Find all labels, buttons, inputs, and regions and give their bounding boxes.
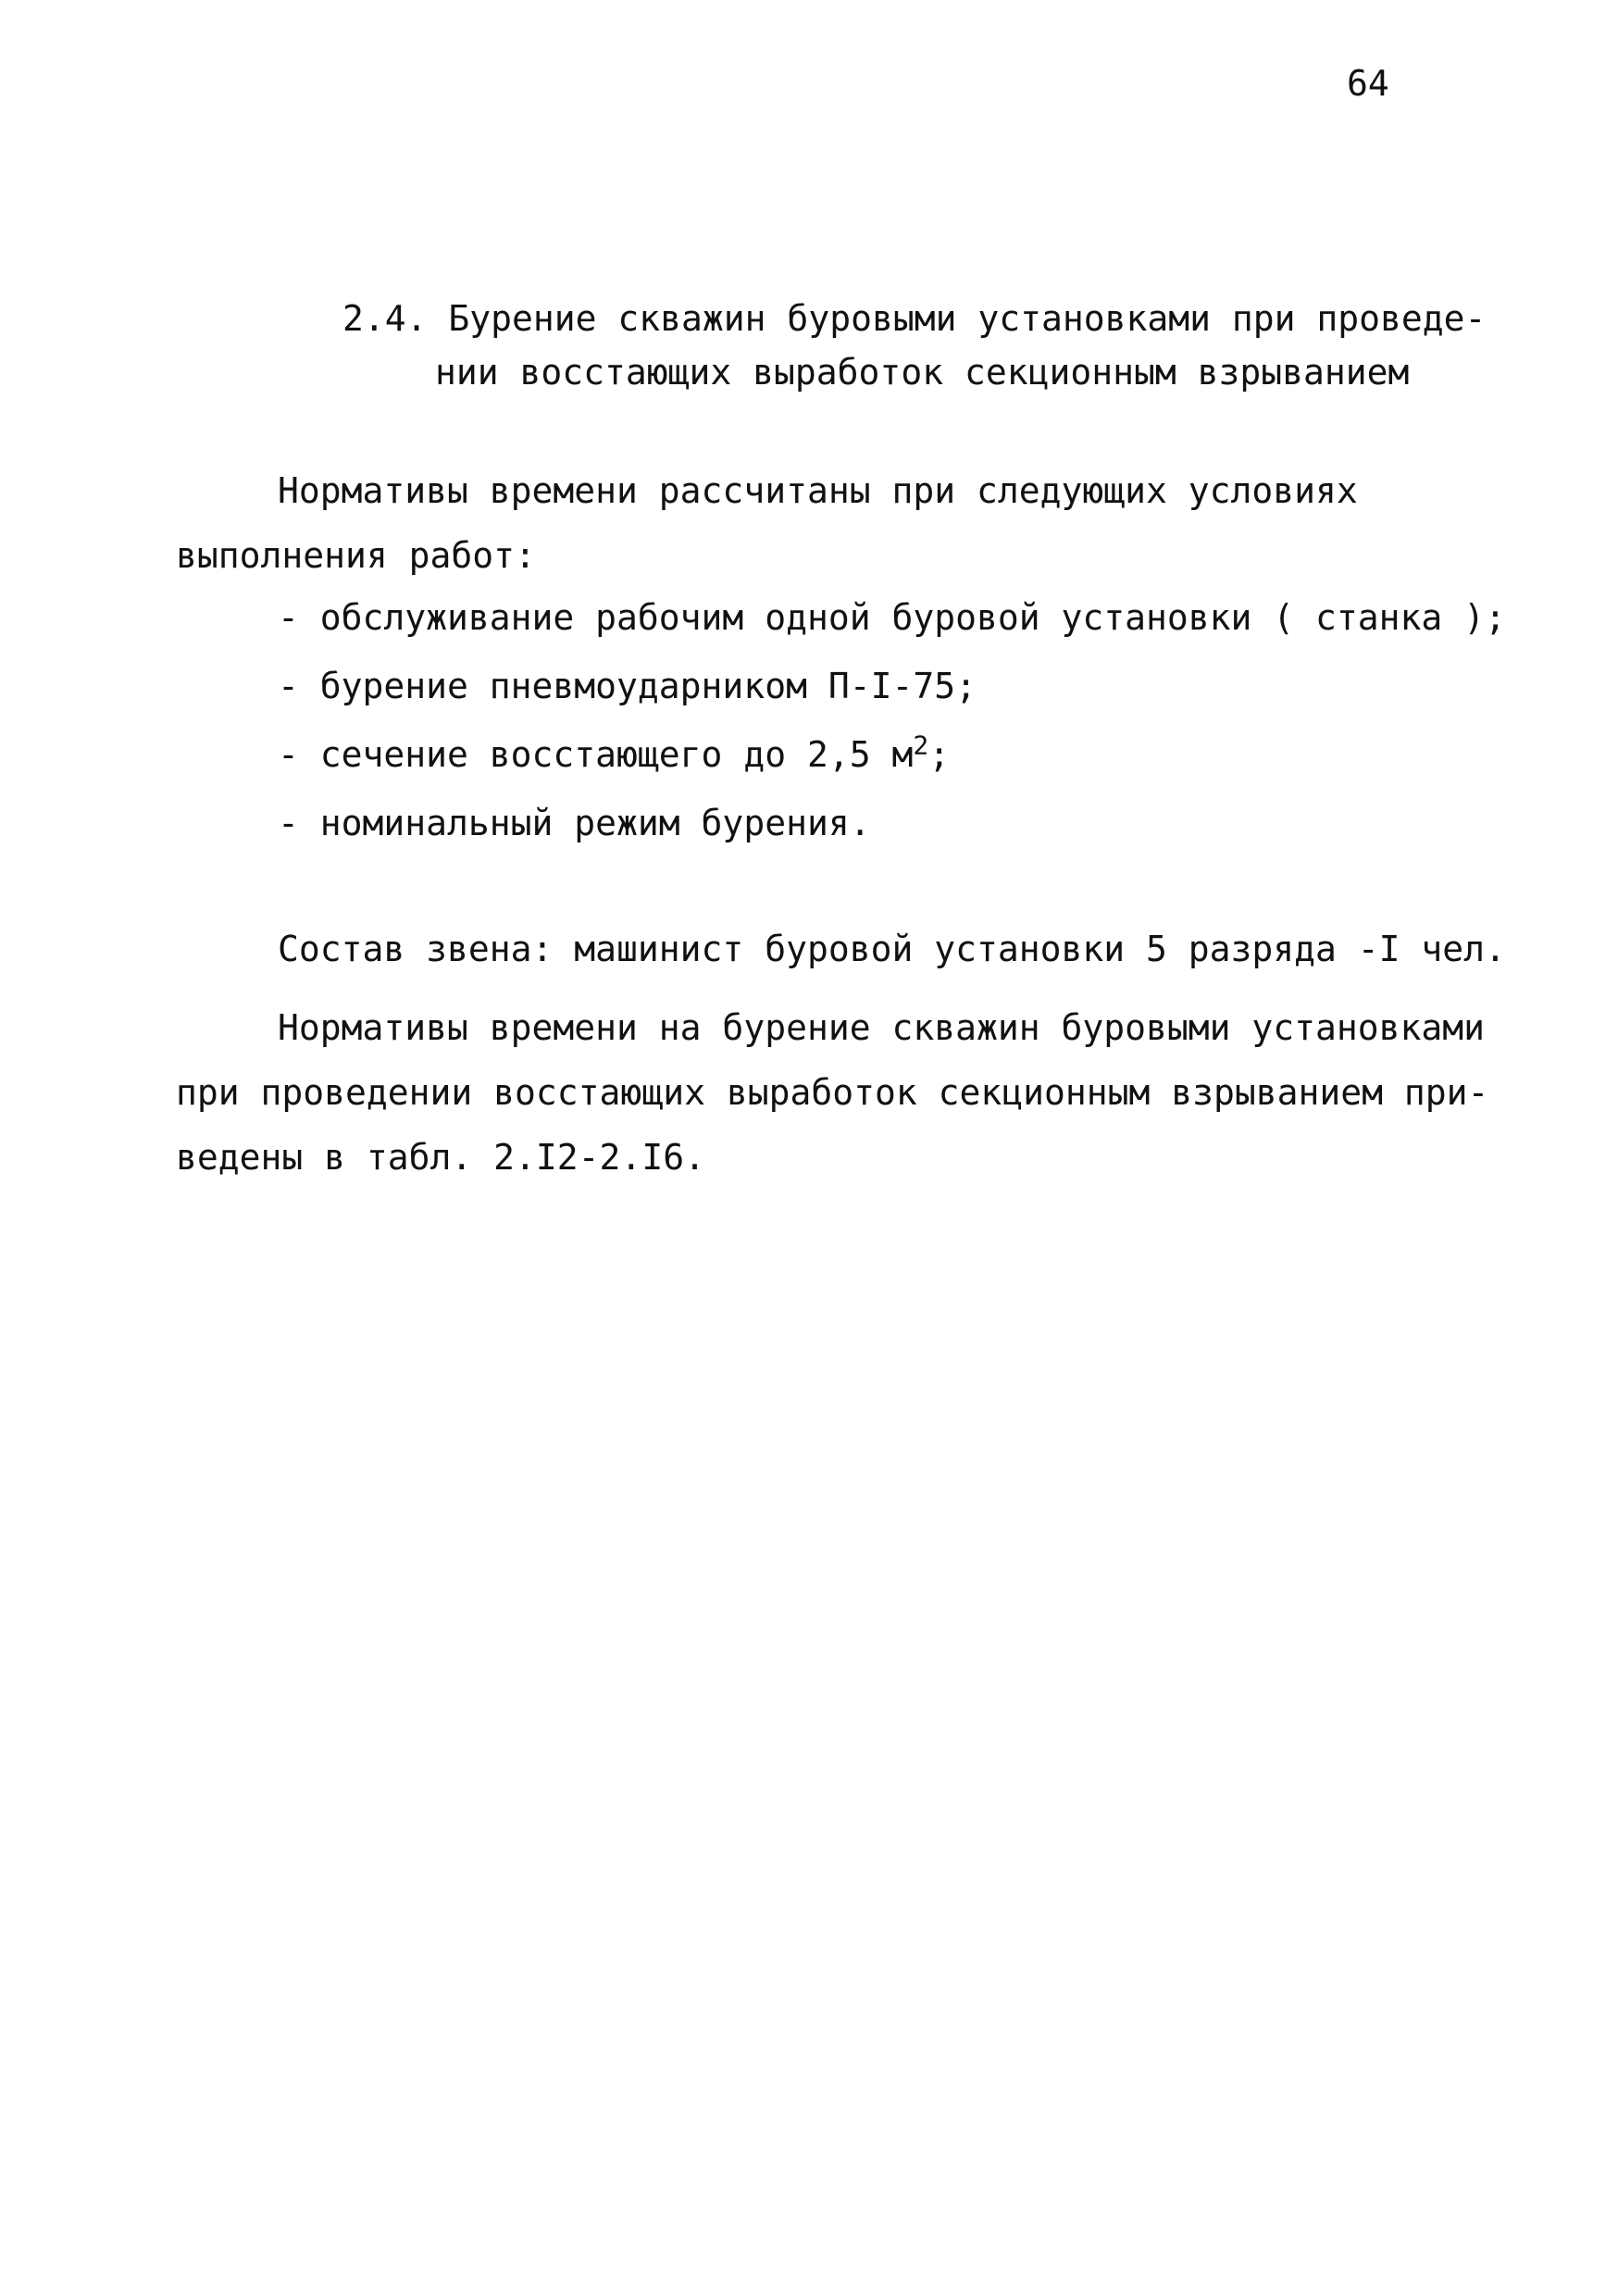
conditions-line-2: выполнения работ:	[176, 535, 536, 576]
superscript: 2	[913, 730, 929, 761]
heading-line-2: нии восстающих выработок секционным взрыванием	[435, 352, 1410, 393]
heading-line-1: 2.4. Бурение скважин буровыми установками при проведе-	[342, 298, 1487, 339]
section-heading	[342, 292, 1490, 399]
tables-reference-paragraph	[176, 995, 1490, 1190]
list-item: - номинальный режим бурения.	[278, 803, 871, 843]
conditions-paragraph	[176, 458, 1490, 588]
tables-ref-line-2: при проведении восстающих выработок секционным взрыванием при-	[176, 1072, 1489, 1113]
list-item: - бурение пневмоударником П-I-75;	[278, 666, 977, 706]
list-item	[278, 720, 1506, 789]
page-number: 64	[1347, 63, 1389, 104]
conditions-line-1: Нормативы времени рассчитаны при следующих условиях	[278, 470, 1358, 511]
list-item: - обслуживание рабочим одной буровой установки ( станка );	[278, 597, 1506, 638]
list-item-text: - сечение восстающего до 2,5 м	[278, 734, 914, 775]
conditions-list	[278, 583, 1506, 857]
crew-paragraph	[176, 917, 1506, 981]
list-item-suffix: ;	[928, 734, 951, 775]
tables-ref-line-3: ведены в табл. 2.I2-2.I6.	[176, 1137, 705, 1178]
crew-line: Состав звена: машинист буровой установки 5 разряда -I чел.	[278, 929, 1506, 969]
tables-ref-line-1: Нормативы времени на бурение скважин буровыми установками	[278, 1007, 1486, 1048]
